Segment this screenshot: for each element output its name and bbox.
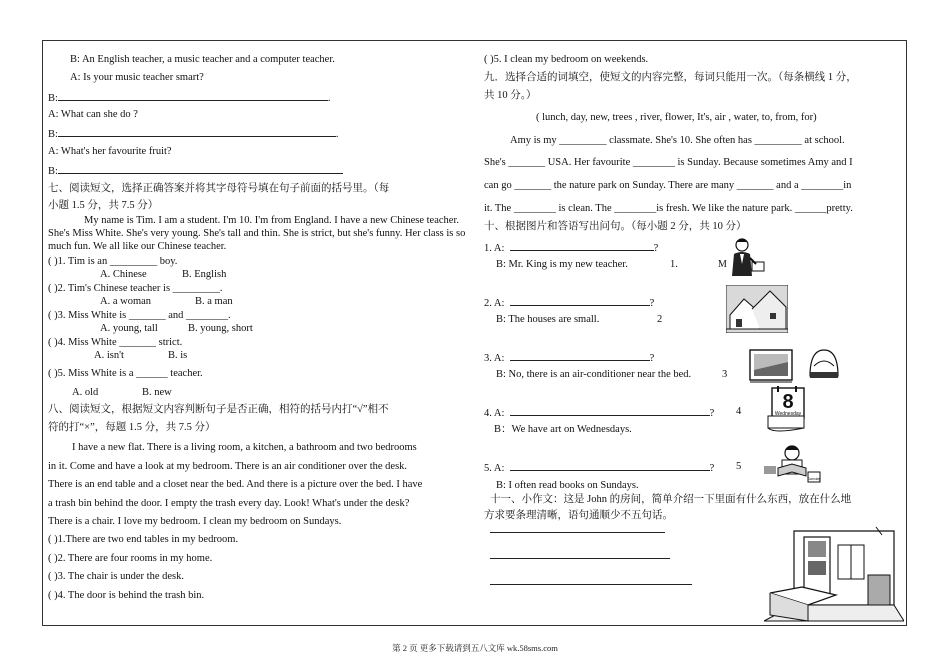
dialog-line: A: What can she do ? — [48, 109, 138, 120]
question-a-line: 3. A: ? — [484, 350, 654, 365]
section-8-passage-line: There is a chair. I love my bedroom. I clean my bedroom on Sundays. — [48, 516, 342, 527]
section-8-passage-line: I have a new flat. There is a living room, a kitchen, a bathroom and two bedrooms — [72, 442, 417, 453]
reading-boy-illustration — [762, 442, 822, 486]
writing-line[interactable] — [490, 532, 665, 533]
option-a: A. Chinese — [100, 269, 147, 280]
option-b: B. young, short — [188, 323, 253, 334]
dialog-line: B: . — [48, 126, 339, 141]
dialog-line: B: — [48, 163, 343, 178]
item-number: 4 — [736, 406, 742, 417]
johns-room-illustration — [764, 525, 904, 623]
calendar-day-label: Wednesday — [774, 411, 802, 417]
option-b: B. is — [168, 350, 188, 361]
section-7-title-cont: 小题 1.5 分，共 7.5 分） — [48, 200, 159, 211]
section-8-passage-line: There is an end table and a closet near the bed. And there is a picture over the bed. I have — [48, 479, 423, 490]
answer-b-line: B: The houses are small. — [496, 314, 600, 325]
air-conditioner-illustration — [806, 346, 842, 380]
dialog-line: B: An English teacher, a music teacher and a computer teacher. — [70, 54, 335, 65]
judge-question: ( )4. The door is behind the trash bin. — [48, 590, 205, 601]
calendar-illustration — [764, 386, 808, 434]
houses-illustration — [726, 285, 788, 333]
dialog-line: A: Is your music teacher smart? — [70, 72, 204, 83]
section-8-passage-line: in it. Come and have a look at my bedroom. There is an air conditioner over the desk. — [48, 461, 408, 472]
section-11-title: 十一、小作文：这是 John 的房间，简单介绍一下里面有什么东西，放在什么地 — [490, 494, 852, 505]
section-8-passage-line: a trash bin behind the door. I empty the trash every day. Look! What's under the desk? — [48, 498, 410, 509]
writing-line[interactable] — [490, 584, 692, 585]
option-b: B. new — [142, 387, 172, 398]
sunday-label: Sunday — [807, 476, 821, 481]
option-a: A. isn't — [94, 350, 124, 361]
bedroom-illustration — [748, 348, 794, 384]
question-a-line: 1. A: ? — [484, 240, 658, 255]
question: ( )3. Miss White is _______ and ________. — [48, 310, 231, 321]
cloze-line: Amy is my _________ classmate. She's 10. She often has _________ at school. — [510, 135, 845, 146]
answer-b-line: B: No, there is an air-conditioner near the bed. — [496, 369, 692, 380]
question: ( )4. Miss White _______ strict. — [48, 337, 183, 348]
item-number: 2 — [657, 314, 663, 325]
answer-b-line: B: Mr. King is my new teacher. — [496, 259, 628, 270]
question: ( )2. Tim's Chinese teacher is _________. — [48, 283, 223, 294]
question-a-line: 5. A: ? — [484, 460, 714, 475]
section-7-title: 七、阅读短文，选择正确答案并将其字母符号填在句子前面的括号里。（每 — [48, 183, 390, 194]
judge-question: ( )1.There are two end tables in my bedroom. — [48, 534, 239, 545]
teacher-illustration — [722, 236, 770, 278]
option-b: B. a man — [195, 296, 233, 307]
option-a: A. a woman — [100, 296, 152, 307]
cloze-line: She's _______ USA. Her favourite ________ is Sunday. Because sometimes Amy and I — [484, 157, 853, 168]
dialog-line: A: What's her favourite fruit? — [48, 146, 172, 157]
judge-question: ( )5. I clean my bedroom on weekends. — [484, 54, 649, 65]
judge-question: ( )3. The chair is under the desk. — [48, 571, 184, 582]
question-a-line: 4. A: ? — [484, 405, 714, 420]
answer-b-line: B：We have art on Wednesdays. — [494, 424, 632, 435]
calendar-number: 8 — [782, 391, 794, 413]
cloze-line: it. The ________ is clean. The ________is fresh. We like the nature park. ______pretty. — [484, 203, 853, 214]
section-8-title: 八、阅读短文，根据短文内容判断句子是否正确，相符的括号内打“√”相不 — [48, 404, 389, 415]
cropped-text: M — [718, 259, 727, 270]
option-a: A. young, tall — [100, 323, 158, 334]
section-9-title-cont: 共 10 分。） — [484, 90, 537, 101]
section-8-title-cont: 符的打“×”，每题 1.5 分，共 7.5 分） — [48, 422, 216, 433]
cloze-line: can go _______ the nature park on Sunday. There are many _______ and a ________in — [484, 180, 852, 191]
item-number: 1. — [670, 259, 678, 270]
question-a-line: 2. A: ? — [484, 295, 654, 310]
answer-b-line: B: I often read books on Sundays. — [496, 480, 639, 491]
item-number: 3 — [722, 369, 728, 380]
section-9-title: 九．选择合适的词填空，使短文的内容完整，每词只能用一次。（每条横线 1 分， — [484, 72, 857, 83]
option-b: B. English — [182, 269, 227, 280]
option-a: A. old — [72, 387, 99, 398]
page-footer: 第 2 页 更多下载请到五八文库 wk.58sms.com — [392, 643, 558, 653]
section-7-passage: My name is Tim. I am a student. I'm 10. I'm from England. I have a new Chinese teacher. She's Miss White. She's very young. She's tall and thin. She is strict, but she's funny. Her class is so much fun. We all like our Chinese teacher. — [48, 215, 466, 252]
judge-question: ( )2. There are four rooms in my home. — [48, 553, 213, 564]
dialog-line: B: . — [48, 90, 331, 105]
writing-line[interactable] — [490, 558, 670, 559]
item-number: 5 — [736, 461, 742, 472]
section-11-title-cont: 方求要条理清晰，语句通顺少不五句话。 — [484, 510, 673, 521]
section-10-title: 十、根据图片和答语写出问句。（每小题 2 分，共 10 分） — [484, 221, 747, 232]
question: ( )1. Tim is an _________ boy. — [48, 256, 178, 267]
question: ( )5. Miss White is a ______ teacher. — [48, 368, 203, 379]
word-bank: ( lunch, day, new, trees , river, flower, It's, air , water, to, from, for) — [536, 112, 817, 123]
